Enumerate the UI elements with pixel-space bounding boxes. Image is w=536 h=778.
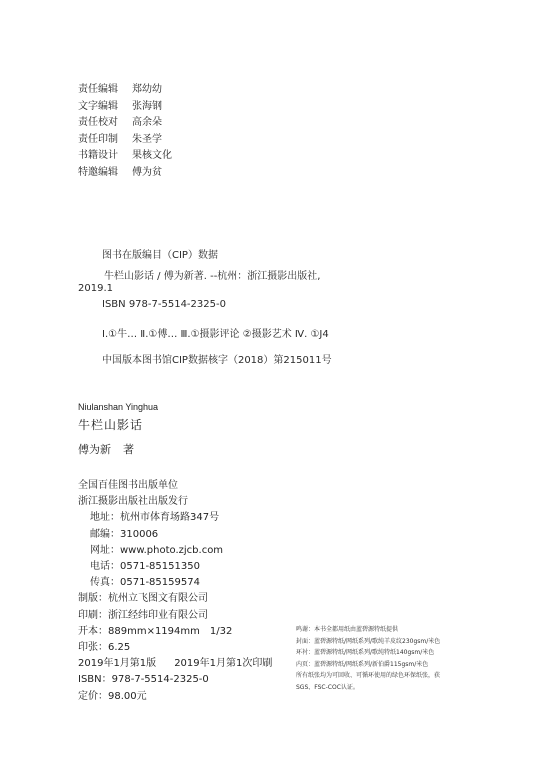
credit-label: 责任印制 (78, 133, 118, 145)
credit-value: 张海钢 (132, 100, 162, 112)
price-line: 定价：98.00元 (78, 690, 147, 702)
cip-isbn-line: ISBN 978-7-5514-2325-0 (102, 299, 226, 310)
edition-line (78, 656, 272, 672)
website-line: 网址：www.photo.zjcb.com (90, 544, 224, 556)
paper-notes (296, 624, 440, 694)
cip-record-number: 中国版本图书馆CIP数据核字（2018）第215011号 (102, 355, 332, 366)
paper-note-line: 所有纸张均为可回收、可循环使用的绿色环保纸张，获 (296, 672, 441, 680)
staff-credits (78, 82, 172, 182)
credit-label: 特邀编辑 (78, 166, 118, 178)
credit-value: 朱圣学 (132, 133, 162, 145)
impression-text: 2019年1月第1次印刷 (174, 658, 273, 670)
phone-line: 电话：0571-85151350 (90, 561, 200, 573)
credit-label: 书籍设计 (78, 150, 118, 162)
author-role: 著 (123, 443, 134, 456)
sheets-line: 印张：6.25 (78, 642, 131, 654)
cip-year-line: 2019.1 (78, 283, 113, 294)
book-title: 牛栏山影话 (78, 418, 144, 432)
credit-label: 文字编辑 (78, 100, 118, 112)
pinyin-title: Niulanshan Yinghua (78, 402, 159, 412)
credit-label: 责任校对 (78, 117, 118, 129)
credit-row (78, 165, 172, 182)
credit-value: 郑幼幼 (132, 84, 162, 95)
paper-note-line: 鸣谢：本书全都用纸由蓝碧源特纸提供 (296, 626, 399, 633)
fax-line: 传真：0571-85159574 (90, 577, 200, 589)
credit-label: 责任编辑 (78, 84, 118, 95)
credit-value: 高余朵 (132, 117, 162, 129)
author-line (78, 441, 158, 457)
credit-row (78, 82, 172, 99)
cip-heading: 图书在版编目（CIP）数据 (102, 250, 218, 261)
edition-text: 2019年1月第1版 (78, 658, 157, 670)
credit-row (78, 115, 172, 132)
cip-title-line: 牛栏山影话 / 傅为新著. --杭州：浙江摄影出版社, (104, 271, 321, 282)
credit-row (78, 148, 172, 165)
credit-row (78, 99, 172, 116)
paper-note-line: 环衬：蓝碧源特纸/网纸系列/歌纯特纸140gsm/米色 (296, 649, 435, 657)
typesetting-line: 制版：杭州立飞图文有限公司 (78, 593, 208, 605)
cip-classification-line: Ⅰ.①牛… Ⅱ.①傅… Ⅲ.①摄影评论 ②摄影艺术 Ⅳ. ①J4 (102, 329, 329, 340)
address-line: 地址：杭州市体育场路347号 (90, 512, 220, 524)
credit-value: 傅为贫 (132, 166, 162, 178)
book-title-block (78, 402, 158, 457)
paper-note-line: 封面：蓝碧源特纸/网纸系列/歌纯羊皮纹230gsm/米色 (296, 637, 441, 645)
postcode-line: 邮编：310006 (90, 528, 159, 540)
award-line: 全国百佳图书出版单位 (78, 480, 178, 491)
author-name: 傅为新 (78, 443, 111, 456)
isbn-line: ISBN：978-7-5514-2325-0 (78, 674, 209, 686)
printing-line: 印刷：浙江经纬印业有限公司 (78, 609, 208, 621)
paper-note-line: 内页：蓝碧源特纸/网纸系列/新伯爵115gsm/米色 (296, 660, 429, 668)
format-line: 开本：889mm×1194mm 1/32 (78, 625, 233, 637)
paper-note-line: SGS、FSC-COC认证。 (296, 683, 359, 691)
credit-row (78, 132, 172, 149)
credit-value: 果核文化 (132, 150, 172, 162)
publisher-line: 浙江摄影出版社出版发行 (78, 496, 188, 508)
publication-info (78, 478, 272, 705)
